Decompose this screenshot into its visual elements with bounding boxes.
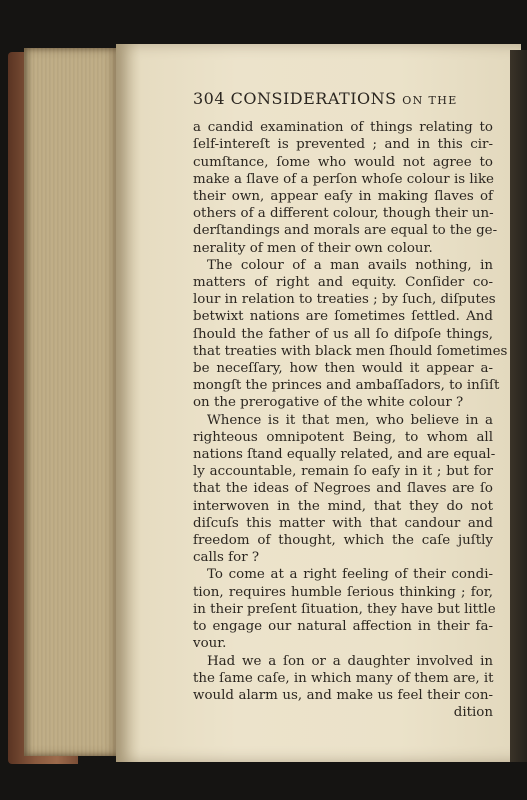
text-line: the ſame caſe, in which many of them are, it bbox=[193, 670, 494, 686]
text-line: mongſt the princes and ambaſſadors, to inſiſt bbox=[193, 378, 500, 394]
text-line: matters of right and equity. Conſider co- bbox=[193, 275, 493, 291]
text-line: be neceſſary, how then would it appear a- bbox=[193, 361, 493, 377]
text-line: nerality of men of their own colour. bbox=[193, 240, 433, 256]
text-line: ly accountable, remain ſo eaſy in it ; but for bbox=[193, 464, 493, 480]
catchword: dition bbox=[453, 705, 493, 721]
text-line: To come at a right feeling of their condi- bbox=[207, 567, 493, 583]
text-line: nations ſtand equally related, and are equal- bbox=[193, 447, 496, 463]
text-line: to engage our natural affection in their fa- bbox=[193, 619, 493, 635]
text-line: freedom of thought, which the caſe juſtly bbox=[193, 533, 493, 549]
text-line: a candid examination of things relating to bbox=[193, 120, 493, 136]
body-text bbox=[193, 119, 508, 704]
text-line: in their preſent ſituation, they have but little bbox=[193, 601, 496, 617]
text-line: Had we a ſon or a daughter involved in bbox=[207, 653, 493, 669]
text-line: cumſtance, ſome who would not agree to bbox=[193, 154, 493, 170]
text-line: that treaties with black men ſhould ſometimes bbox=[193, 343, 508, 359]
page-number: 304 bbox=[193, 89, 226, 108]
text-line: betwixt nations are ſometimes ſettled. And bbox=[193, 309, 493, 325]
text-line: on the prerogative of the white colour ? bbox=[193, 395, 464, 411]
text-line: others of a different colour, though their un- bbox=[193, 206, 494, 222]
text-line: ſhould the father of us all ſo diſpoſe things, bbox=[193, 326, 493, 342]
text-line: The colour of a man avails nothing, in bbox=[207, 257, 493, 273]
text-line: their own, appear eaſy in making ſlaves of bbox=[193, 189, 493, 205]
page-edges bbox=[24, 48, 120, 756]
running-title: CONSIDERATIONS bbox=[230, 89, 397, 108]
text-line: vour. bbox=[193, 636, 227, 652]
text-line: would alarm us, and make us feel their con- bbox=[193, 687, 493, 703]
text-line: that the ideas of Negroes and ſlaves are ſo bbox=[193, 481, 493, 497]
page-text bbox=[193, 89, 508, 721]
text-line: Whence is it that men, who believe in a bbox=[207, 412, 493, 428]
text-line: diſcuſs this matter with that candour and bbox=[193, 515, 493, 531]
text-line: ſelf-intereſt is prevented ; and in this cir- bbox=[193, 137, 493, 153]
running-title-small: ON THE bbox=[402, 94, 458, 107]
text-line: interwoven in the mind, that they do not bbox=[193, 498, 493, 514]
page-gutter-shadow bbox=[510, 50, 527, 762]
text-line: calls for ? bbox=[193, 550, 260, 566]
text-line: make a ſlave of a perſon whoſe colour is like bbox=[193, 171, 494, 187]
text-line: tion, requires humble ſerious thinking ; for, bbox=[193, 584, 493, 600]
text-line: lour in relation to treaties ; by ſuch, diſputes bbox=[193, 292, 496, 308]
text-line: righteous omnipotent Being, to whom all bbox=[193, 429, 493, 445]
text-line: derſtandings and morals are equal to the ge- bbox=[193, 223, 498, 239]
running-header bbox=[193, 90, 493, 109]
